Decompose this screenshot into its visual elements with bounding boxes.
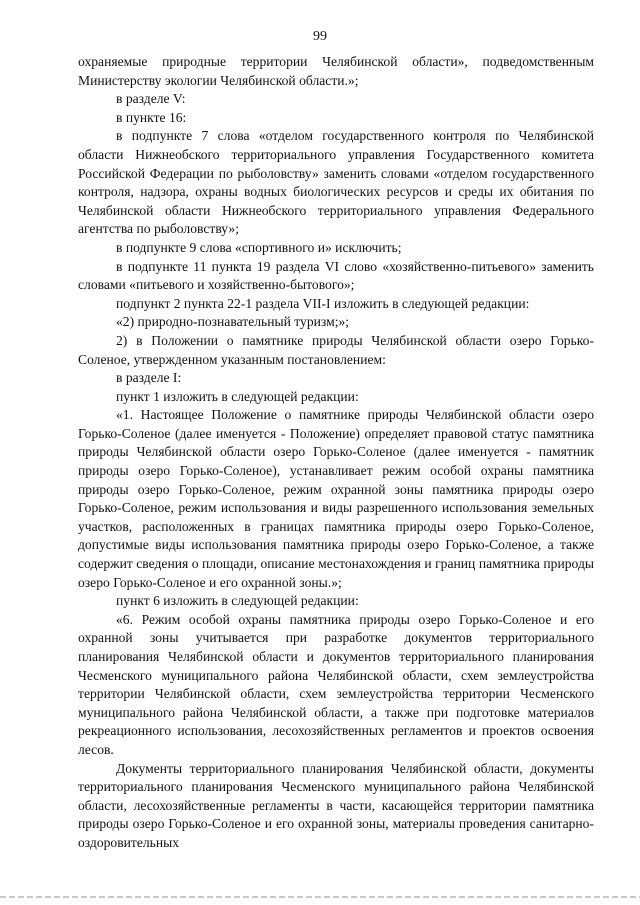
paragraph-section-i: в разделе I: [116, 370, 182, 386]
paragraph-subitem-2-item-22-1: подпункт 2 пункта 22-1 раздела VII-I изложить в следующей редакции: [116, 295, 530, 311]
paragraph-quoted-subitem-2: «2) природно-познавательный туризм;»; [116, 314, 350, 330]
paragraph-subitem-9: в подпункте 9 слова «спортивного и» исключить; [116, 239, 402, 255]
document-body [78, 53, 594, 853]
paragraph-section-v: в разделе V: [116, 91, 186, 107]
scan-edge-artifact [0, 896, 640, 898]
paragraph-subitem-7: в подпункте 7 слова «отделом государственного контроля по Челябинской области Нижнеобского территориального управления Государственного комитета Российской Федерации по рыболовству» заменить словами «отделом государственного контроля, надзора, охраны водных биологических ресурсов и среды их обитания по Челябинской области Нижнеобского территориального управления Федерального агентства по рыболовству»; [78, 128, 594, 237]
paragraph-item-1-intro: пункт 1 изложить в следующей редакции: [116, 388, 359, 404]
paragraph-continuation: охраняемые природные территории Челябинской области», подведомственным Министерству экологии Челябинской области.»; [78, 54, 594, 88]
paragraph-subitem-11: в подпункте 11 пункта 19 раздела VI слово «хозяйственно-питьевого» заменить словами «питьевого и хозяйственно-бытового»; [78, 258, 594, 293]
paragraph-item-6-intro: пункт 6 изложить в следующей редакции: [116, 593, 359, 609]
paragraph-item-16: в пункте 16: [116, 109, 187, 125]
paragraph-regulation-gorko-solenoe: 2) в Положении о памятнике природы Челябинской области озеро Горько-Соленое, утвержденном указанным постановлением: [78, 332, 594, 367]
paragraph-item-1-text: «1. Настоящее Положение о памятнике природы Челябинской области озеро Горько-Соленое (далее именуется - Положение) определяет правовой статус памятника природы Челябинской области озеро Горько-Соленое (далее именуется - памятник природы озеро Горько-Соленое), устанавливает режим особой охраны памятника природы озеро Горько-Соленое, режим охранной зоны памятника природы озеро Горько-Соленое, режим использования и виды разрешенного использования земельных участков, расположенных в границах памятника природы озеро Горько-Соленое, допустимые виды использования памятника природы озеро Горько-Соленое, а также содержит сведения о площади, описание местонахождения и границ памятника природы озеро Горько-Соленое и его охранной зоны.»; [78, 407, 594, 590]
page-number: 99 [313, 29, 327, 44]
paragraph-planning-documents: Документы территориального планирования Челябинской области, документы территориального планирования Чесменского муниципального района Челябинской области, лесохозяйственные регламенты в части, касающейся территории памятника природы озеро Горько-Соленое и его охранной зоны, материалы проведения санитарно-оздоровительных [78, 760, 594, 850]
paragraph-item-6-text: «6. Режим особой охраны памятника природы озеро Горько-Соленое и его охранной зоны учитывается при разработке документов территориального планирования Челябинской области и документов территориального планирования Чесменского муниципального района Челябинской области, схем землеустройства территории Челябинской области, схем землеустройства территории Чесменского муниципального района Челябинской области, а также при подготовке материалов рекреационного использования, лесохозяйственных регламентов и проектов освоения лесов. [78, 611, 594, 757]
